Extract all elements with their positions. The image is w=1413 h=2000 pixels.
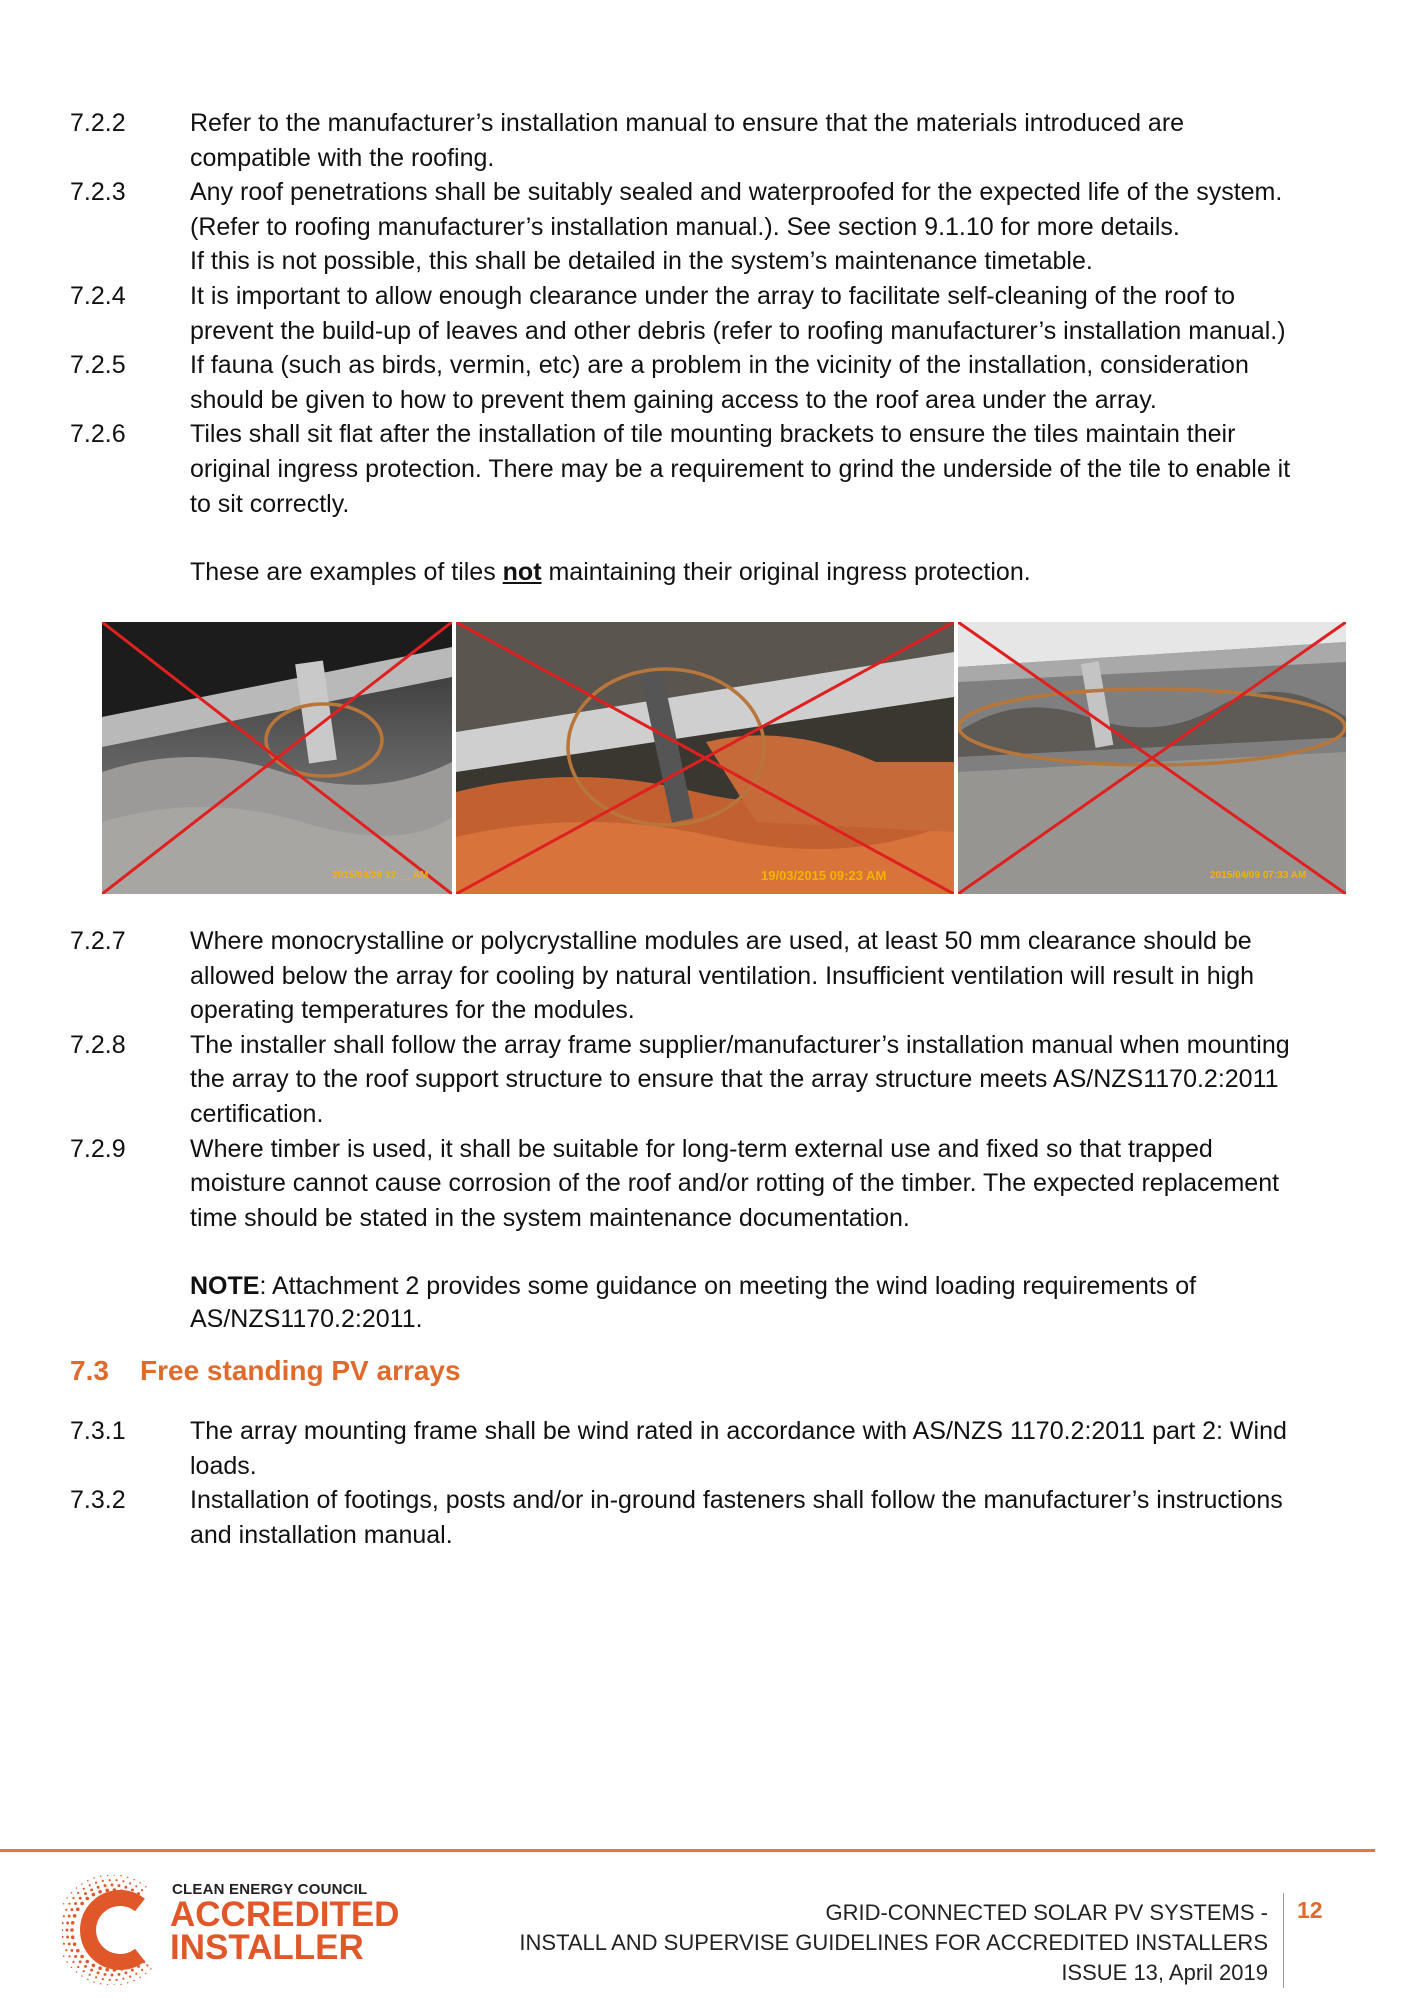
photo-tile-3 <box>958 622 1346 894</box>
clause-text <box>190 417 1360 521</box>
clause-line: Installation of footings, posts and/or in-ground fasteners shall follow the manufacturer’s instructions <box>190 1486 1283 1515</box>
clause-number: 7.2.6 <box>70 420 126 449</box>
clause-line: and installation manual. <box>190 1520 453 1549</box>
clause-line: should be given to how to prevent them gaining access to the roof area under the array. <box>190 385 1157 414</box>
clause-7-2-7 <box>70 924 1360 1028</box>
clause-line: original ingress protection. There may be a requirement to grind the underside of the tile to enable it <box>190 454 1291 483</box>
clause-line: allowed below the array for cooling by natural ventilation. Insufficient ventilation will result in high <box>190 961 1255 990</box>
clause-line: operating temperatures for the modules. <box>190 996 635 1025</box>
clause-number: 7.2.2 <box>70 109 126 137</box>
clause-7-2-8 <box>70 1028 1360 1132</box>
logo-accredited: ACCREDITED <box>170 1895 400 1934</box>
logo-c-mark-icon <box>62 1875 167 1985</box>
clause-line: The array mounting frame shall be wind rated in accordance with AS/NZS 1170.2:2011 part 2: Wind <box>190 1417 1287 1445</box>
clause-text <box>190 1028 1360 1132</box>
clause-text <box>190 348 1360 417</box>
clause-7-3-1 <box>70 1414 1360 1483</box>
logo-org-name: CLEAN ENERGY COUNCIL <box>172 1881 368 1898</box>
clause-number: 7.2.9 <box>70 1134 126 1163</box>
photo-timestamp: 2015/04/09 07:33 AM <box>1210 870 1307 881</box>
logo-installer: INSTALLER <box>170 1928 364 1967</box>
clause-line: loads. <box>190 1451 257 1480</box>
clause-line: to sit correctly. <box>190 489 350 518</box>
emphasis-not: not <box>502 558 542 586</box>
clause-line: the array to the roof support structure to ensure that the array structure meets AS/NZS1170.2:2011 <box>190 1065 1279 1094</box>
clause-text <box>190 1414 1360 1483</box>
footer-rule <box>0 1849 1375 1852</box>
clause-text <box>190 1132 1360 1236</box>
clause-number: 7.2.7 <box>70 927 126 955</box>
photo-timestamp: 2015/03/26 12:__ AM <box>332 870 429 881</box>
footer-title: GRID-CONNECTED SOLAR PV SYSTEMS - INSTALL AND SUPERVISE GUIDELINES FOR ACCREDITED INSTALLERS ISSUE 13, April 2019 <box>519 1900 1268 1985</box>
clause-line: certification. <box>190 1099 324 1128</box>
clause-7-2-5 <box>70 348 1360 417</box>
note-label: NOTE <box>190 1272 260 1300</box>
clause-text <box>190 175 1360 279</box>
clause-line: If fauna (such as birds, vermin, etc) are a problem in the vicinity of the installation, consideration <box>190 351 1249 380</box>
clause-text <box>190 924 1360 1028</box>
clause-text <box>190 279 1360 348</box>
clause-number: 7.2.4 <box>70 282 126 310</box>
clause-7-2-9 <box>70 1132 1360 1236</box>
clause-7-2-4 <box>70 279 1360 348</box>
section-heading-7-3: 7.3 Free standing PV arrays <box>70 1355 461 1386</box>
wind-loading-note: NOTE: Attachment 2 provides some guidance on meeting the wind loading requirements of AS/NZS1170.2:2011. <box>190 1272 1197 1333</box>
clause-line: compatible with the roofing. <box>190 143 495 172</box>
clause-number: 7.2.5 <box>70 351 126 380</box>
clause-number: 7.2.8 <box>70 1030 126 1059</box>
clause-7-2-3 <box>70 175 1360 279</box>
clause-line: The installer shall follow the array frame supplier/manufacturer’s installation manual when mounting <box>190 1030 1290 1059</box>
examples-note: These are examples of tiles not maintaining their original ingress protection. <box>190 558 1031 586</box>
clause-line: (Refer to roofing manufacturer’s installation manual.). See section 9.1.10 for more details. <box>190 212 1180 241</box>
page-number: 12 <box>1297 1897 1323 1923</box>
clause-line: Tiles shall sit flat after the installation of tile mounting brackets to ensure the tiles maintain their <box>190 420 1236 449</box>
clause-7-2-2 <box>70 106 1360 175</box>
clause-line: Any roof penetrations shall be suitably sealed and waterproofed for the expected life of the system. <box>190 178 1283 207</box>
clause-line: If this is not possible, this shall be detailed in the system’s maintenance timetable. <box>190 247 1093 276</box>
clause-text <box>190 106 1360 175</box>
clause-line: It is important to allow enough clearance under the array to facilitate self-cleaning of the roof to <box>190 282 1236 310</box>
clause-text <box>190 1483 1360 1552</box>
clause-line: Where timber is used, it shall be suitable for long-term external use and fixed so that trapped <box>190 1134 1213 1163</box>
photo-timestamp: 19/03/2015 09:23 AM <box>761 868 887 883</box>
footer-divider <box>1283 1893 1284 1988</box>
clause-7-2-6 <box>70 417 1360 521</box>
photo-tile-2 <box>456 622 954 894</box>
clause-number: 7.3.2 <box>70 1486 126 1515</box>
clause-line: moisture cannot cause corrosion of the roof and/or rotting of the timber. The expected replacement <box>190 1169 1280 1198</box>
clause-line: time should be stated in the system maintenance documentation. <box>190 1203 910 1232</box>
photo-tile-1 <box>102 622 452 894</box>
clause-number: 7.2.3 <box>70 178 126 207</box>
clause-number: 7.3.1 <box>70 1417 126 1445</box>
accredited-installer-logo <box>62 1875 402 1985</box>
clause-7-3-2 <box>70 1483 1360 1552</box>
clause-line: Refer to the manufacturer’s installation manual to ensure that the materials introduced are <box>190 109 1185 137</box>
clause-line: Where monocrystalline or polycrystalline modules are used, at least 50 mm clearance should be <box>190 927 1252 955</box>
clause-line: prevent the build-up of leaves and other debris (refer to roofing manufacturer’s installation manual.) <box>190 316 1286 345</box>
